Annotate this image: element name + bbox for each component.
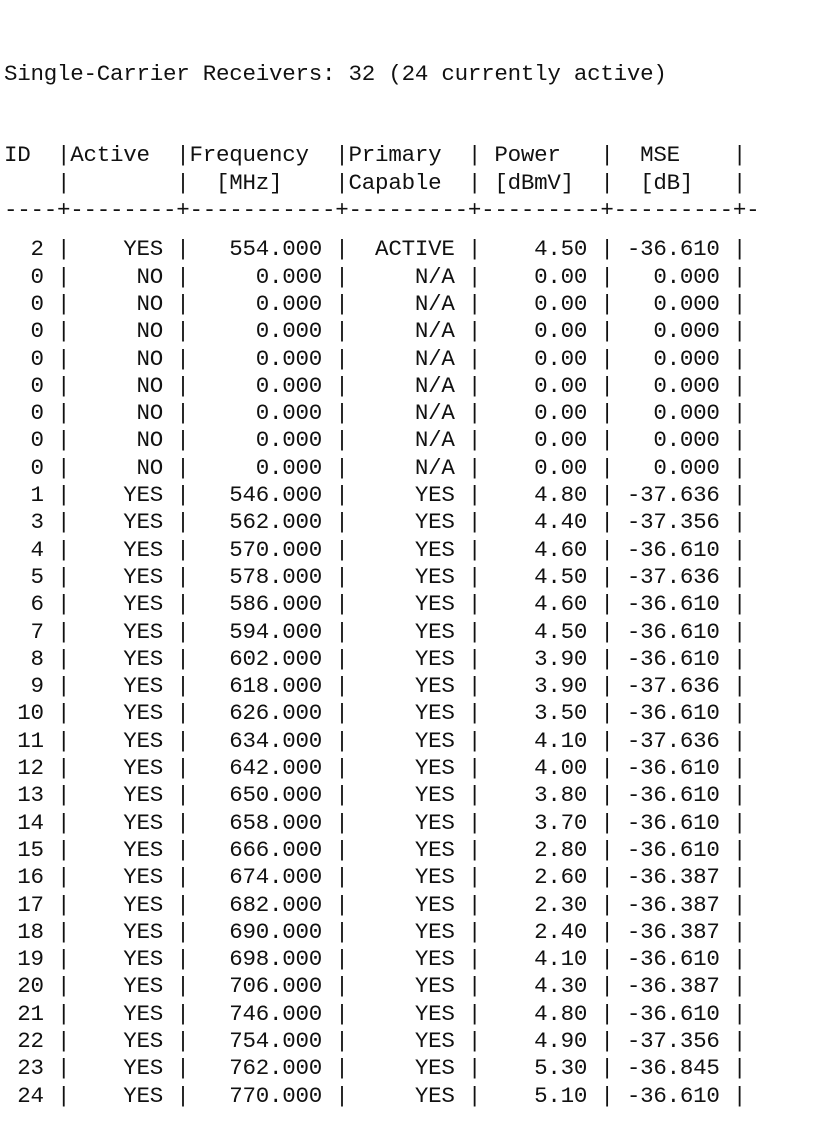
table-row: 9 | YES | 618.000 | YES | 3.90 | -37.636 | [4, 673, 747, 700]
table-row: 3 | YES | 562.000 | YES | 4.40 | -37.356 | [4, 509, 747, 536]
table-row: 14 | YES | 658.000 | YES | 3.70 | -36.610 | [4, 809, 747, 836]
table-row: 7 | YES | 594.000 | YES | 4.50 | -36.610 | [4, 618, 747, 645]
table-row: 11 | YES | 634.000 | YES | 4.10 | -37.636 | [4, 727, 747, 754]
separator-gap [4, 224, 759, 236]
table-header-row: | | [MHz] |Capable | [dBmV] | [dB] | [4, 169, 747, 196]
table-row: 0 | NO | 0.000 | N/A | 0.00 | 0.000 | [4, 427, 747, 454]
table-row: 12 | YES | 642.000 | YES | 4.00 | -36.610 | [4, 755, 747, 782]
table-row: 8 | YES | 602.000 | YES | 3.90 | -36.610 | [4, 645, 747, 672]
receivers-table [4, 142, 759, 1109]
table-row: 18 | YES | 690.000 | YES | 2.40 | -36.387 | [4, 918, 747, 945]
table-row: 15 | YES | 666.000 | YES | 2.80 | -36.610 | [4, 836, 747, 863]
table-row: 1 | YES | 546.000 | YES | 4.80 | -37.636 | [4, 482, 747, 509]
table-row: 0 | NO | 0.000 | N/A | 0.00 | 0.000 | [4, 400, 747, 427]
table-row: 17 | YES | 682.000 | YES | 2.30 | -36.387 | [4, 891, 747, 918]
table-row: 0 | NO | 0.000 | N/A | 0.00 | 0.000 | [4, 372, 747, 399]
table-row: 4 | YES | 570.000 | YES | 4.60 | -36.610 | [4, 536, 747, 563]
table-row: 20 | YES | 706.000 | YES | 4.30 | -36.387 | [4, 973, 747, 1000]
terminal-output [4, 6, 759, 1137]
table-separator: ----+--------+-----------+---------+---------+---------+- [4, 197, 760, 224]
table-row: 0 | NO | 0.000 | N/A | 0.00 | 0.000 | [4, 290, 747, 317]
table-header-row: ID |Active |Frequency |Primary | Power | MSE | [4, 142, 747, 169]
table-row: 0 | NO | 0.000 | N/A | 0.00 | 0.000 | [4, 345, 747, 372]
table-row: 0 | NO | 0.000 | N/A | 0.00 | 0.000 | [4, 318, 747, 345]
table-row: 22 | YES | 754.000 | YES | 4.90 | -37.356 | [4, 1027, 747, 1054]
table-row: 6 | YES | 586.000 | YES | 4.60 | -36.610 | [4, 591, 747, 618]
table-row: 13 | YES | 650.000 | YES | 3.80 | -36.610 | [4, 782, 747, 809]
table-row: 19 | YES | 698.000 | YES | 4.10 | -36.610 | [4, 946, 747, 973]
table-row: 24 | YES | 770.000 | YES | 5.10 | -36.610 | [4, 1082, 747, 1109]
table-row: 23 | YES | 762.000 | YES | 5.30 | -36.845 | [4, 1055, 747, 1082]
table-row: 5 | YES | 578.000 | YES | 4.50 | -37.636 | [4, 563, 747, 590]
table-row: 0 | NO | 0.000 | N/A | 0.00 | 0.000 | [4, 263, 747, 290]
table-row: 16 | YES | 674.000 | YES | 2.60 | -36.387 | [4, 864, 747, 891]
table-row: 2 | YES | 554.000 | ACTIVE | 4.50 | -36.610 | [4, 236, 747, 263]
receivers-title: Single-Carrier Receivers: 32 (24 currently active) [4, 60, 667, 87]
table-row: 0 | NO | 0.000 | N/A | 0.00 | 0.000 | [4, 454, 747, 481]
table-row: 21 | YES | 746.000 | YES | 4.80 | -36.610 | [4, 1000, 747, 1027]
table-row: 10 | YES | 626.000 | YES | 3.50 | -36.610 | [4, 700, 747, 727]
